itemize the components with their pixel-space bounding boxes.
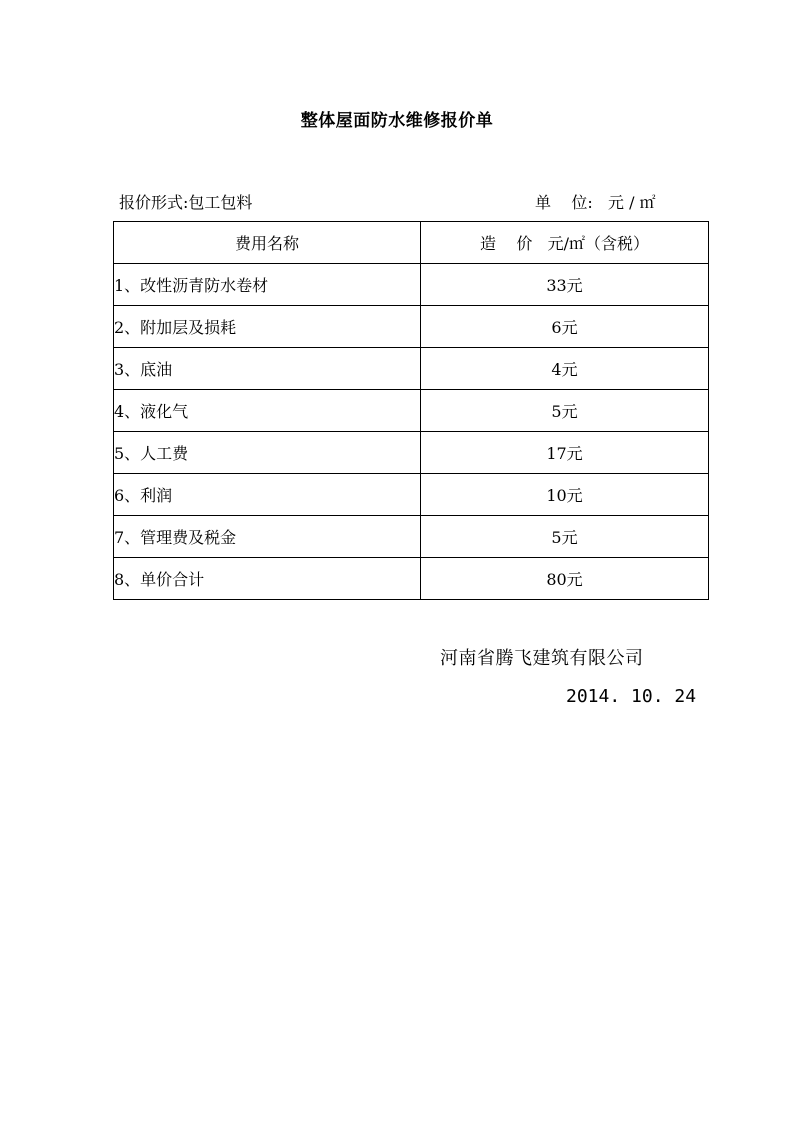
price-table bbox=[113, 221, 709, 600]
row-fee-name: 4、液化气 bbox=[114, 390, 421, 432]
header-fee-name: 费用名称 bbox=[114, 222, 421, 264]
header-price: 造 价 元/㎡（含税） bbox=[421, 222, 709, 264]
table-row bbox=[114, 348, 709, 390]
table-row-total bbox=[114, 558, 709, 600]
row-price: 5元 bbox=[421, 390, 709, 432]
row-price: 33元 bbox=[421, 264, 709, 306]
table-row bbox=[114, 306, 709, 348]
document-title: 整体屋面防水维修报价单 bbox=[300, 111, 494, 131]
table-header-row bbox=[114, 222, 709, 264]
row-fee-name: 8、单价合计 bbox=[114, 558, 421, 600]
row-fee-name: 7、管理费及税金 bbox=[114, 516, 421, 558]
row-fee-name: 1、改性沥青防水卷材 bbox=[114, 264, 421, 306]
company-name: 河南省腾飞建筑有限公司 bbox=[440, 648, 644, 669]
table-row bbox=[114, 516, 709, 558]
table-row bbox=[114, 474, 709, 516]
row-fee-name: 5、人工费 bbox=[114, 432, 421, 474]
table-row bbox=[114, 264, 709, 306]
row-price: 6元 bbox=[421, 306, 709, 348]
table-row bbox=[114, 390, 709, 432]
row-price: 17元 bbox=[421, 432, 709, 474]
row-fee-name: 2、附加层及损耗 bbox=[114, 306, 421, 348]
row-price: 10元 bbox=[421, 474, 709, 516]
unit-label: 单 位: 元 / ㎡ bbox=[535, 193, 656, 212]
row-price: 5元 bbox=[421, 516, 709, 558]
quote-form-label: 报价形式:包工包料 bbox=[119, 193, 253, 212]
row-price: 80元 bbox=[421, 558, 709, 600]
document-date: 2014. 10. 24 bbox=[566, 686, 697, 707]
row-fee-name: 3、底油 bbox=[114, 348, 421, 390]
table-row bbox=[114, 432, 709, 474]
row-fee-name: 6、利润 bbox=[114, 474, 421, 516]
row-price: 4元 bbox=[421, 348, 709, 390]
